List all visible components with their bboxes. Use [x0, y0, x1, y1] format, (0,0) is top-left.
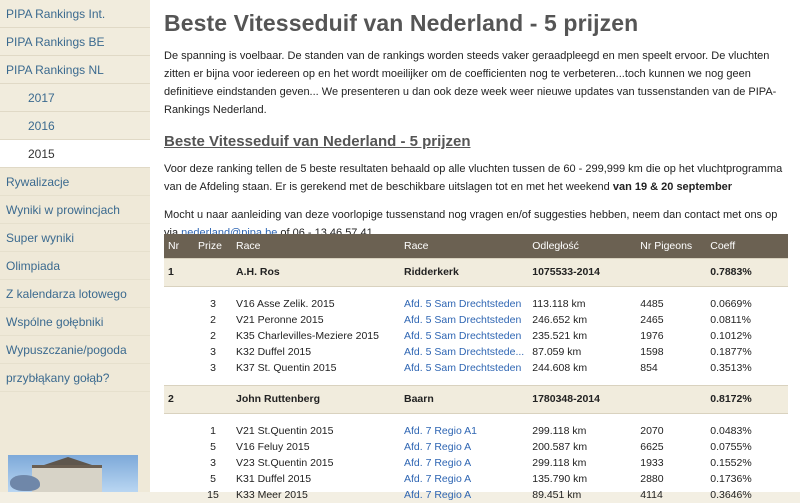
row-pigeons: 1933 — [640, 456, 664, 469]
row-prize: 15 — [207, 488, 219, 501]
row-coeff: 0.3646% — [710, 488, 752, 501]
house-shape — [32, 465, 102, 492]
sidebar-item-pipa-be[interactable]: PIPA Rankings BE — [0, 28, 150, 56]
row-coeff: 0.1877% — [710, 345, 752, 358]
sidebar-item-wyniki-prowincjach[interactable]: Wyniki w prowincjach — [0, 196, 150, 224]
row-pigeons: 2880 — [640, 472, 664, 485]
contact-phone: of 06 - 13 46 57 41 — [277, 227, 373, 239]
ranking-table — [164, 234, 788, 503]
row-race: K32 Duffel 2015 — [236, 345, 312, 358]
section-title: Beste Vitesseduif van Nederland - 5 prijzen — [164, 133, 471, 150]
header-race[interactable]: Race — [236, 239, 261, 252]
row-distance: 246.652 km — [532, 313, 588, 326]
table-row — [164, 455, 788, 471]
row-club-link[interactable]: Afd. 5 Sam Drechtsteden — [404, 313, 522, 326]
page-title: Beste Vitesseduif van Nederland - 5 prijzen — [164, 10, 639, 36]
row-club-link[interactable]: Afd. 7 Regio A — [404, 440, 472, 453]
table-header-row — [164, 234, 788, 258]
header-distance[interactable]: Odległość — [532, 239, 579, 252]
row-distance: 244.608 km — [532, 361, 588, 374]
row-pigeons: 4485 — [640, 297, 664, 310]
row-race: K37 St. Quentin 2015 — [236, 361, 337, 374]
row-pigeons: 4114 — [640, 488, 663, 501]
row-club-link[interactable]: Afd. 7 Regio A — [404, 456, 472, 469]
row-distance: 299.118 km — [532, 424, 587, 437]
row-prize: 3 — [210, 456, 216, 469]
group-nr: 1 — [164, 258, 194, 286]
row-pigeons: 6625 — [640, 440, 664, 453]
sidebar-item-pipa-nl[interactable]: PIPA Rankings NL — [0, 56, 150, 84]
sidebar-item-rywalizacje[interactable]: Rywalizacje — [0, 168, 150, 196]
row-pigeons: 1598 — [640, 345, 664, 358]
table-row — [164, 312, 788, 328]
group-nr: 2 — [164, 385, 194, 413]
ranking-text: Voor deze ranking tellen de 5 beste resultaten behaald op alle vluchten tussen de 60 - 299,999 km die op het vluchtprogramma van de Afdeling staan. Er is gerekend met de beschikbare uitslagen tot en met het weekend — [164, 163, 783, 193]
sidebar-item-2017[interactable]: 2017 — [0, 84, 150, 112]
sidebar-item-super-wyniki[interactable]: Super wyniki — [0, 224, 150, 252]
row-coeff: 0.1012% — [710, 329, 752, 342]
table-row — [164, 328, 788, 344]
row-pigeons: 2465 — [640, 313, 664, 326]
row-race: V21 Peronne 2015 — [236, 313, 324, 326]
sidebar-item-pogoda[interactable]: Wypuszczanie/pogoda — [0, 336, 150, 364]
sidebar-item-olimpiada[interactable]: Olimpiada — [0, 252, 150, 280]
table-row — [164, 344, 788, 360]
sidebar-item-wspolne[interactable]: Wspólne gołębniki — [0, 308, 150, 336]
contact-text: Mocht u naar aanleiding van deze voorlopige tussenstand nog vragen en/of suggesties hebben, neem dan contact met ons op via — [164, 209, 778, 239]
table-row — [164, 439, 788, 455]
group-row — [164, 258, 788, 286]
row-distance: 299.118 km — [532, 456, 587, 469]
row-club-link[interactable]: Afd. 5 Sam Drechtsteden — [404, 297, 522, 310]
row-race: V16 Feluy 2015 — [236, 440, 310, 453]
row-club-link[interactable]: Afd. 5 Sam Drechtsteden — [404, 329, 522, 342]
table-row — [164, 360, 788, 376]
sidebar-item-pipa-int[interactable]: PIPA Rankings Int. — [0, 0, 150, 28]
main-content — [150, 0, 800, 501]
header-club[interactable]: Race — [404, 239, 429, 252]
row-pigeons: 2070 — [640, 424, 664, 437]
row-pigeons: 1976 — [640, 329, 664, 342]
row-club-link[interactable]: Afd. 5 Sam Drechtsteden — [404, 361, 522, 374]
row-distance: 135.790 km — [532, 472, 588, 485]
group-name: John Ruttenberg — [232, 385, 400, 413]
intro-paragraph: De spanning is voelbaar. De standen van de rankings worden steeds vaker geraadpleegd en men speelt ervoor. De vluchten zitten er bijna voor iedereen op en het wordt moeilijker om de coefficienten nog te verbeteren...toch kunnen we nog geen definitieve eindstanden geven... We presenteren u dan ook deze week weer nieuwe updates van tussenstanden van de PIPA-Rankings Nederland. — [164, 50, 777, 116]
row-pigeons: 854 — [640, 361, 658, 374]
row-distance: 87.059 km — [532, 345, 582, 358]
group-place: Baarn — [400, 385, 528, 413]
contact-email-link[interactable]: nederland@pipa.be — [181, 227, 278, 239]
table-row — [164, 423, 788, 439]
sidebar-item-2015[interactable]: 2015 — [0, 140, 150, 168]
row-coeff: 0.0755% — [710, 440, 752, 453]
row-prize: 5 — [210, 440, 216, 453]
header-coeff[interactable]: Coeff — [710, 239, 736, 252]
row-race: V16 Asse Zelik. 2015 — [236, 297, 335, 310]
row-prize: 5 — [210, 472, 216, 485]
group-place: Ridderkerk — [400, 258, 528, 286]
row-coeff: 0.1736% — [710, 472, 752, 485]
row-distance: 89.451 km — [532, 488, 582, 501]
row-club-link[interactable]: Afd. 7 Regio A — [404, 488, 472, 501]
row-club-link[interactable]: Afd. 7 Regio A1 — [404, 424, 477, 437]
ranking-description — [164, 160, 788, 196]
group-ring: 1780348-2014 — [528, 385, 636, 413]
sidebar-item-2016[interactable]: 2016 — [0, 112, 150, 140]
group-coeff: 0.7883% — [706, 258, 788, 286]
group-ring: 1075533-2014 — [528, 258, 636, 286]
row-prize: 3 — [210, 361, 216, 374]
row-prize: 3 — [210, 345, 216, 358]
sidebar-item-przyblakany[interactable]: przybłąkany gołąb? — [0, 364, 150, 392]
row-race: V21 St.Quentin 2015 — [236, 424, 334, 437]
row-coeff: 0.0811% — [710, 313, 751, 326]
header-prize[interactable]: Prize — [198, 239, 222, 252]
row-coeff: 0.0483% — [710, 424, 752, 437]
group-row — [164, 385, 788, 413]
group-name: A.H. Ros — [232, 258, 400, 286]
row-distance: 200.587 km — [532, 440, 588, 453]
row-prize: 3 — [210, 297, 216, 310]
row-club-link[interactable]: Afd. 7 Regio A — [404, 472, 472, 485]
row-race: K35 Charlevilles-Meziere 2015 — [236, 329, 379, 342]
header-pigeons[interactable]: Nr Pigeons — [640, 239, 693, 252]
row-prize: 1 — [210, 424, 216, 437]
row-coeff: 0.3513% — [710, 361, 752, 374]
sidebar — [0, 0, 151, 492]
row-race: K33 Meer 2015 — [236, 488, 308, 501]
pigeon-shape — [10, 475, 40, 491]
table-row — [164, 471, 788, 487]
row-race: V23 St.Quentin 2015 — [236, 456, 334, 469]
table-row — [164, 487, 788, 503]
sidebar-banner-image[interactable] — [8, 455, 138, 492]
row-coeff: 0.1552% — [710, 456, 752, 469]
row-club-link[interactable]: Afd. 5 Sam Drechtstede... — [404, 345, 525, 358]
row-race: K31 Duffel 2015 — [236, 472, 312, 485]
row-distance: 235.521 km — [532, 329, 588, 342]
row-coeff: 0.0669% — [710, 297, 752, 310]
ranking-date: van 19 & 20 september — [612, 181, 733, 193]
row-prize: 2 — [210, 329, 216, 342]
header-nr[interactable]: Nr — [168, 239, 180, 252]
row-prize: 2 — [210, 313, 216, 326]
group-coeff: 0.8172% — [706, 385, 788, 413]
table-row — [164, 296, 788, 312]
sidebar-item-kalendarz[interactable]: Z kalendarza lotowego — [0, 280, 150, 308]
row-distance: 113.118 km — [532, 297, 586, 310]
